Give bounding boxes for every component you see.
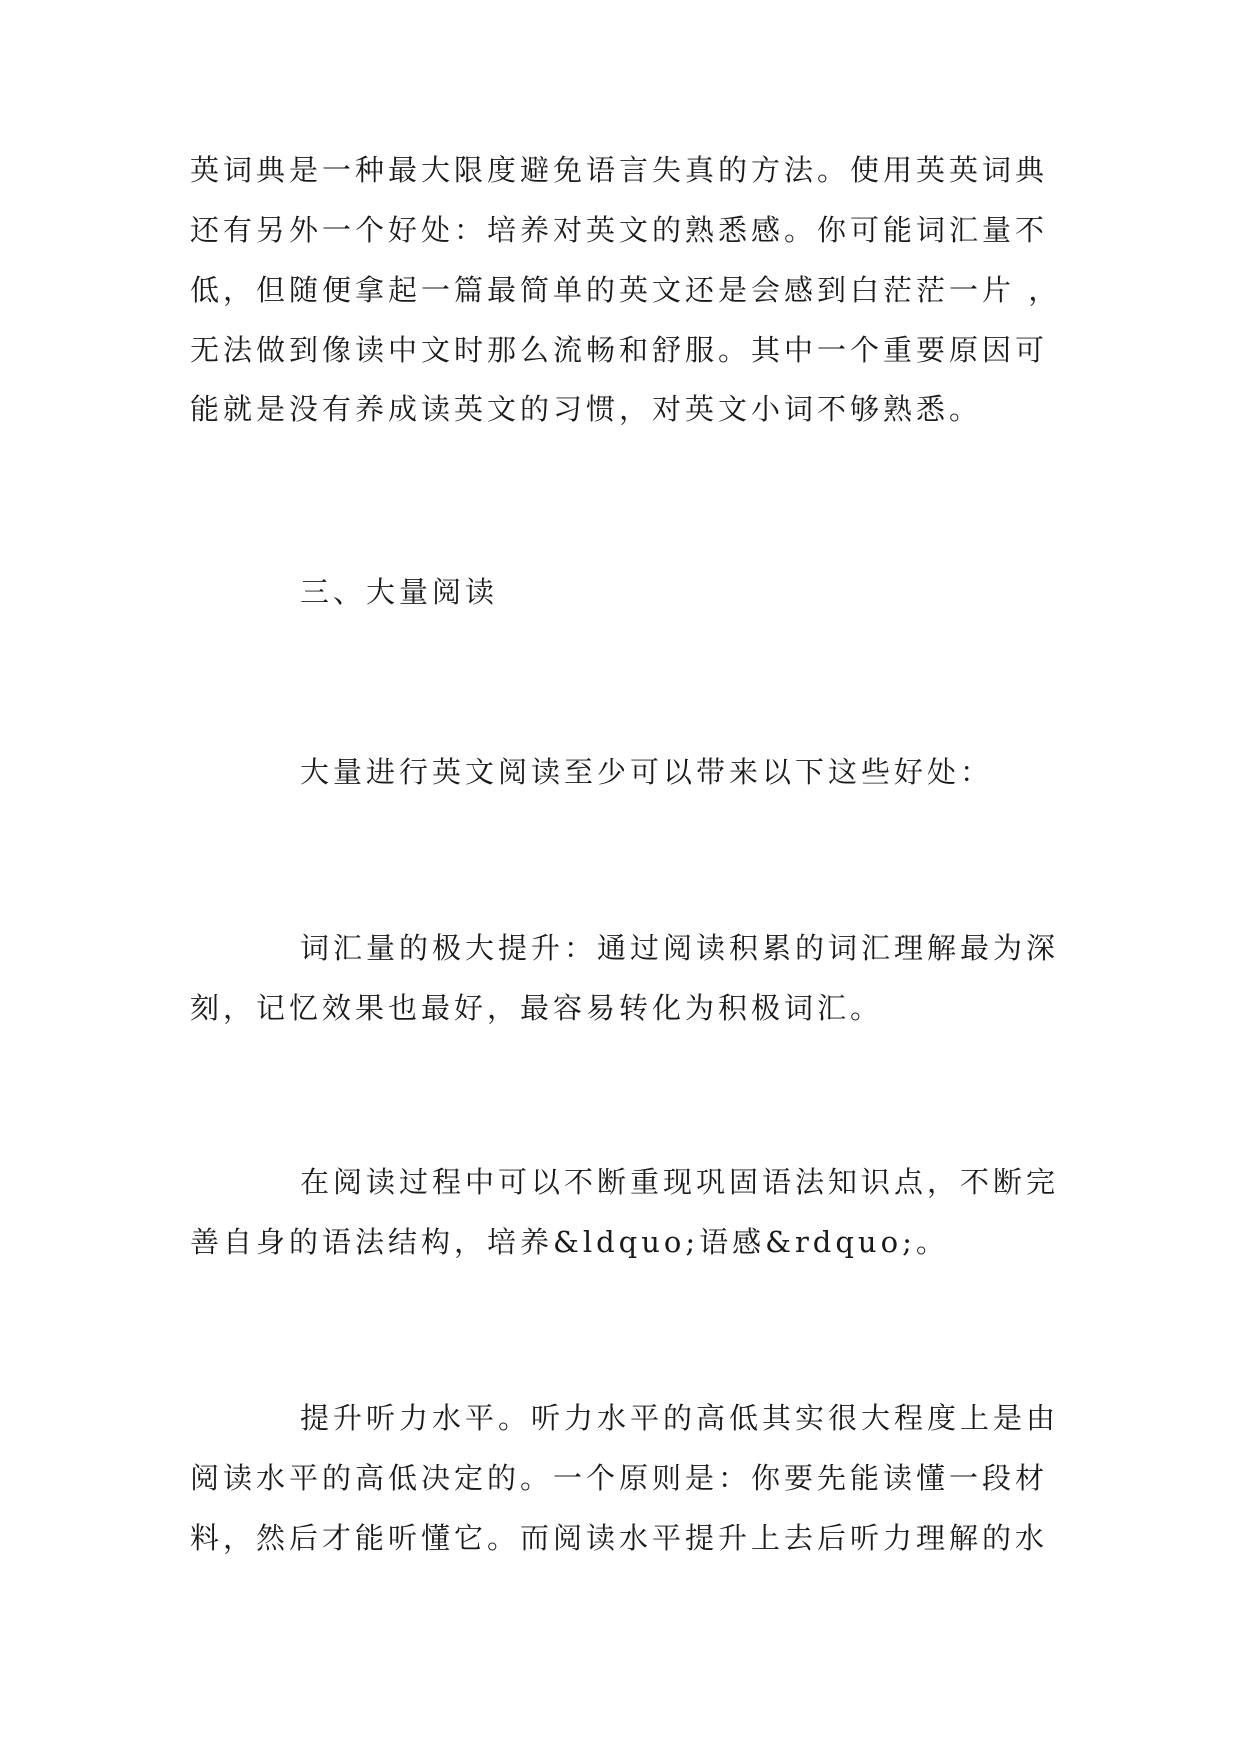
intro-paragraph: 大量进行英文阅读至少可以带来以下这些好处：	[300, 755, 994, 789]
benefit-grammar-line-2: 善自身的语法结构，培养&ldquo;语感&rdquo;。	[190, 1225, 949, 1259]
benefit-listening-line-1: 提升听力水平。听力水平的高低其实很大程度上是由	[300, 1401, 1060, 1435]
benefit-vocabulary-line-1: 词汇量的极大提升：通过阅读积累的词汇理解最为深	[300, 931, 1060, 965]
paragraph-1-line-1: 英词典是一种最大限度避免语言失真的方法。使用英英词典	[190, 153, 1049, 187]
paragraph-1-line-4: 无法做到像读中文时那么流畅和舒服。其中一个重要原因可	[190, 333, 1049, 367]
benefit-listening-line-2: 阅读水平的高低决定的。一个原则是：你要先能读懂一段材	[190, 1461, 1049, 1495]
paragraph-1-line-2: 还有另外一个好处：培养对英文的熟悉感。你可能词汇量不	[190, 213, 1049, 247]
paragraph-1-line-5: 能就是没有养成读英文的习惯，对英文小词不够熟悉。	[190, 392, 983, 426]
benefit-vocabulary-line-2: 刻，记忆效果也最好，最容易转化为积极词汇。	[190, 991, 884, 1025]
benefit-grammar-line-1: 在阅读过程中可以不断重现巩固语法知识点，不断完	[300, 1165, 1060, 1199]
section-heading: 三、大量阅读	[300, 575, 499, 609]
paragraph-1-line-3: 低，但随便拿起一篇最简单的英文还是会感到白茫茫一片 ，	[190, 273, 1062, 307]
benefit-listening-line-3: 料，然后才能听懂它。而阅读水平提升上去后听力理解的水	[190, 1521, 1049, 1555]
